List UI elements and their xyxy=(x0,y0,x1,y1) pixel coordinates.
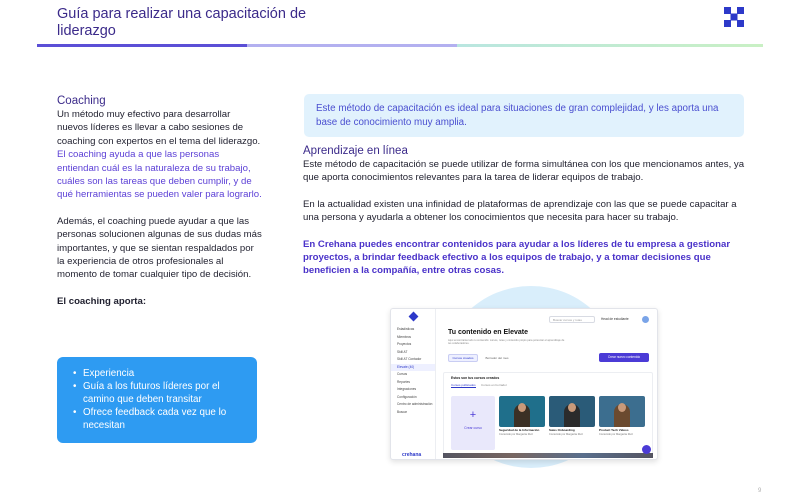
mock-nav-item: Reportes xyxy=(397,379,410,384)
mock-course-title: Sales Onboarding xyxy=(549,428,575,432)
coaching-paragraph-2: Además, el coaching puede ayudar a que las personas solucionen algunas de sus dudas más importantes, y que se sientan respaldados por la experiencia de otros profesionales al momento de tomar cualquier tipo de decisión. xyxy=(57,215,262,281)
person-face xyxy=(618,403,626,412)
mock-course-meta: Contenido por Margarita Ruiz xyxy=(599,432,633,436)
coaching-paragraph-1 xyxy=(57,108,262,202)
mock-nav-item: Estadísticas xyxy=(397,327,415,331)
mock-subtitle: Aquí encontrarás todo tu contenido: cursos, rutas y contenido propio para potenciar el aprendizaje de tus colaboradores. xyxy=(448,339,565,346)
mock-more-thumbnails-strip xyxy=(443,453,653,458)
chat-bubble-icon xyxy=(642,445,651,454)
crehana-highlight-paragraph: En Crehana puedes encontrar contenidos para ayudar a los líderes de tu empresa a gestionar proyectos, a brindar feedback efectivo a los equipos de trabajo, y a tomar decisiones que beneficien a la compañía, entre otras cosas. xyxy=(303,238,731,277)
mock-tab-active: Cursos creados xyxy=(448,354,478,362)
crehana-logo-icon xyxy=(724,7,744,27)
coaching-heading: Coaching xyxy=(57,95,106,107)
mock-nav-item: Skill AT Contador xyxy=(397,357,422,361)
mock-nav-item: Buscar xyxy=(397,409,407,414)
mock-course-thumbnail xyxy=(599,396,645,427)
mock-nav-list xyxy=(391,326,435,416)
mock-sidebar xyxy=(391,309,436,460)
app-screenshot-mockup xyxy=(390,308,658,460)
benefit-item: • Guía a los futuros líderes por el camino que deben transitar xyxy=(71,380,247,406)
mock-tab-inactive: Borrador del mes xyxy=(485,356,509,360)
coaching-aporta-heading: El coaching aporta: xyxy=(57,295,147,307)
mock-create-content-button: Crear nuevo contenido xyxy=(599,353,649,362)
coaching-section xyxy=(57,94,262,308)
person-face xyxy=(568,403,576,412)
mock-search-input: Buscar cursos y rutas xyxy=(549,316,595,323)
benefit-item: • Ofrece feedback cada vez que lo necesitan xyxy=(71,406,247,432)
header-divider-segment-1 xyxy=(37,44,247,47)
page-title: Guía para realizar una capacitación de liderazgo xyxy=(57,6,307,39)
mock-nav-item: Miembros xyxy=(397,334,411,339)
mock-page-title: Tu contenido en Elevate xyxy=(448,329,528,336)
mock-nav-item: Proyectos xyxy=(397,342,412,346)
mock-nav-item: Integraciones xyxy=(397,387,417,391)
mock-nav-item: Configuración xyxy=(397,394,417,399)
mock-course-title: Seguridad de la Información xyxy=(499,428,540,432)
mock-nav-item: Cursos xyxy=(397,372,408,376)
mock-filter-inactive: Cursos en borrador xyxy=(481,383,507,387)
mock-course-card xyxy=(599,396,645,450)
coaching-highlight-text: El coaching ayuda a que las personas entiendan cuál es la naturaleza de su trabajo, cuáles son las tareas que deben cumplir, y de qué herramientas se pueden valer para lograrlo. xyxy=(57,149,262,201)
benefit-item: • Experiencia xyxy=(71,367,247,380)
mock-filter-active: Cursos publicados xyxy=(451,383,476,387)
coaching-benefits-box xyxy=(57,357,257,443)
mock-user-label: Head de estudiante xyxy=(601,317,629,321)
coaching-intro-text: Un método muy efectivo para desarrollar nuevos líderes es llevar a cabo sesiones de coaching con expertos en el tema del liderazgo. xyxy=(57,109,261,147)
header-divider-segment-3 xyxy=(457,44,763,47)
mock-course-meta: Contenido por Margarita Ruiz xyxy=(499,432,533,436)
mock-course-meta: Contenido por Margarita Ruiz xyxy=(549,432,583,436)
mock-create-course-label: Crear curso xyxy=(464,426,482,430)
page-number: 9 xyxy=(758,488,762,494)
mock-create-course-card xyxy=(451,396,495,450)
mock-course-card xyxy=(549,396,595,450)
person-face xyxy=(518,403,526,412)
mock-course-card xyxy=(499,396,545,450)
mock-course-title: Product Tech Videos xyxy=(599,428,629,432)
plus-icon: + xyxy=(469,409,477,421)
online-learning-heading: Aprendizaje en línea xyxy=(303,145,408,157)
mock-nav-item: Skill AT xyxy=(397,349,408,354)
mock-avatar xyxy=(642,316,649,323)
mock-panel-title: Estos son tus cursos creados xyxy=(451,376,500,380)
method-callout: Este método de capacitación es ideal para situaciones de gran complejidad, y les aporta una base de conocimiento muy amplia. xyxy=(304,94,744,137)
online-learning-paragraph-1: Este método de capacitación se puede utilizar de forma simultánea con los que mencionamos antes, ya que aporta conocimientos relevantes para la tarea de liderar equipos de trabajo. xyxy=(303,159,745,184)
mock-logo-icon xyxy=(408,312,418,322)
mock-nav-item-active: Elevate (40) xyxy=(391,364,435,372)
mock-course-thumbnail xyxy=(549,396,595,427)
online-learning-paragraph-2: En la actualidad existen una infinidad de plataformas de aprendizaje con las que se puede capacitar a una persona y ayudarla a obtener los conocimientos que necesita para hacer su trabajo. xyxy=(303,198,737,224)
mock-brand-label: crehana xyxy=(402,452,422,458)
coaching-benefits-list xyxy=(71,367,247,432)
mock-course-thumbnail xyxy=(499,396,545,427)
mock-nav-item: Centro de administración xyxy=(397,402,433,406)
online-learning-section xyxy=(303,145,753,278)
header-divider-segment-2 xyxy=(247,44,457,47)
